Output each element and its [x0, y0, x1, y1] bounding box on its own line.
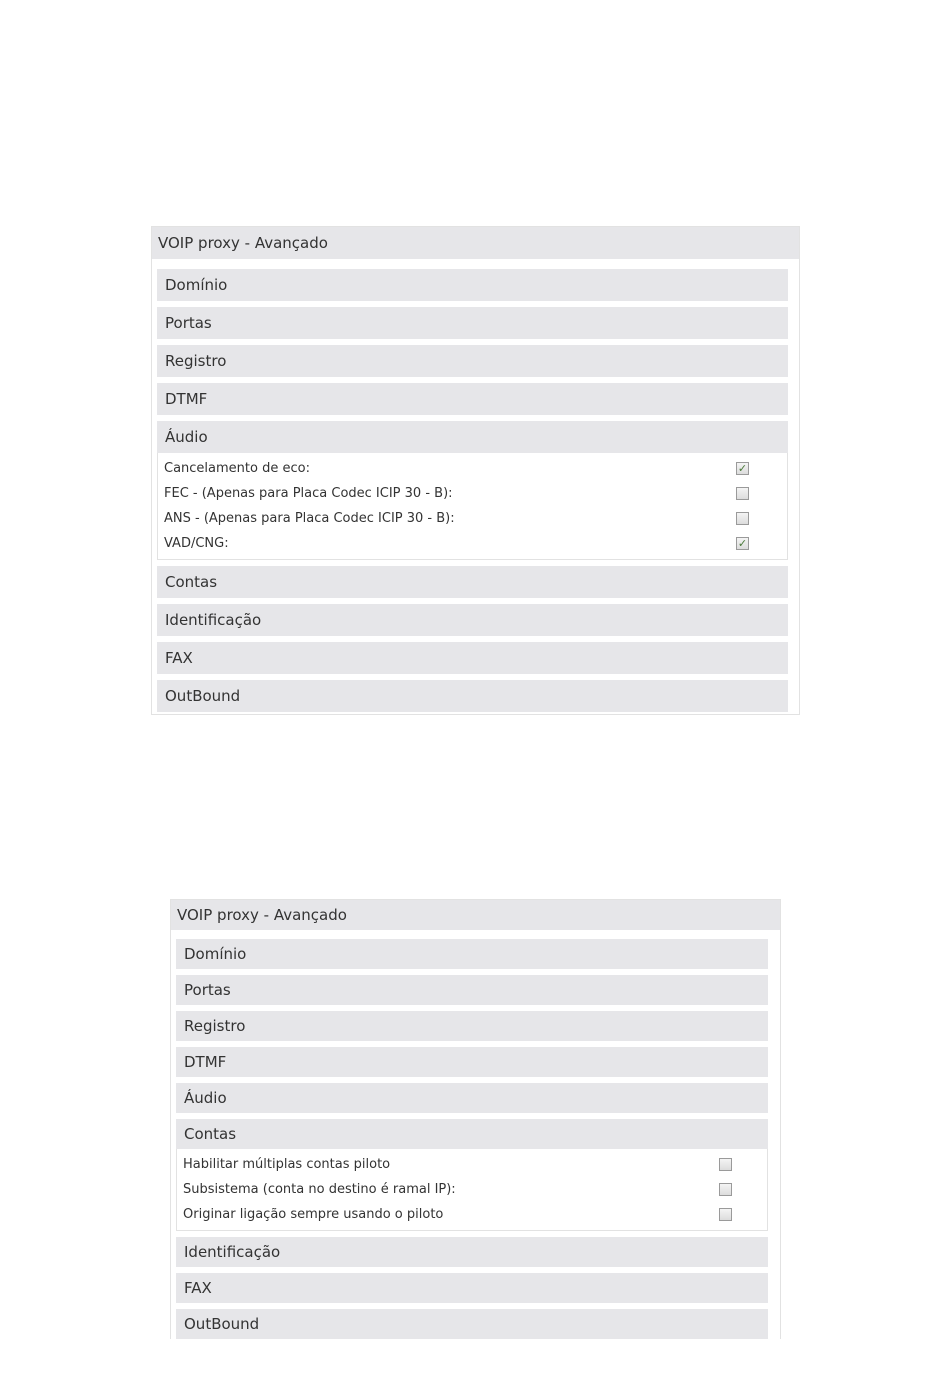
always-use-pilot-checkbox[interactable] — [719, 1208, 732, 1221]
section-audio[interactable]: Áudio — [157, 421, 788, 453]
option-row — [158, 531, 787, 556]
option-row — [177, 1177, 767, 1202]
section-portas[interactable]: Portas — [157, 307, 788, 339]
audio-options — [157, 453, 788, 560]
option-row — [158, 481, 787, 506]
check-icon: ✓ — [737, 462, 748, 475]
section-audio[interactable]: Áudio — [176, 1083, 768, 1113]
panel-body — [152, 259, 799, 712]
section-fax[interactable]: FAX — [157, 642, 788, 674]
option-row — [158, 506, 787, 531]
option-row — [177, 1202, 767, 1227]
subsystem-checkbox[interactable] — [719, 1183, 732, 1196]
option-label: Cancelamento de eco: — [164, 461, 310, 476]
section-dominio[interactable]: Domínio — [176, 939, 768, 969]
option-label: Originar ligação sempre usando o piloto — [183, 1207, 444, 1222]
option-label: ANS - (Apenas para Placa Codec ICIP 30 - B): — [164, 511, 455, 526]
section-fax[interactable]: FAX — [176, 1273, 768, 1303]
voip-proxy-advanced-panel-audio — [151, 226, 800, 715]
contas-options — [176, 1149, 768, 1231]
section-dtmf[interactable]: DTMF — [176, 1047, 768, 1077]
section-contas[interactable]: Contas — [157, 566, 788, 598]
fec-checkbox[interactable] — [736, 487, 749, 500]
panel-title: VOIP proxy - Avançado — [152, 227, 799, 259]
option-row — [177, 1152, 767, 1177]
section-registro[interactable]: Registro — [176, 1011, 768, 1041]
panel-title: VOIP proxy - Avançado — [171, 900, 780, 930]
echo-cancel-checkbox[interactable] — [736, 462, 749, 475]
section-contas[interactable]: Contas — [176, 1119, 768, 1149]
voip-proxy-advanced-panel-contas — [170, 899, 781, 1339]
vad-cng-checkbox[interactable] — [736, 537, 749, 550]
panel-body — [171, 930, 780, 1339]
check-icon: ✓ — [737, 537, 748, 550]
option-label: VAD/CNG: — [164, 536, 229, 551]
section-outbound[interactable]: OutBound — [157, 680, 788, 712]
option-label: Subsistema (conta no destino é ramal IP): — [183, 1182, 456, 1197]
section-dominio[interactable]: Domínio — [157, 269, 788, 301]
option-label: Habilitar múltiplas contas piloto — [183, 1157, 391, 1172]
section-outbound[interactable]: OutBound — [176, 1309, 768, 1339]
ans-checkbox[interactable] — [736, 512, 749, 525]
multiple-pilot-accounts-checkbox[interactable] — [719, 1158, 732, 1171]
section-portas[interactable]: Portas — [176, 975, 768, 1005]
option-row — [158, 456, 787, 481]
section-identificacao[interactable]: Identificação — [176, 1237, 768, 1267]
section-registro[interactable]: Registro — [157, 345, 788, 377]
option-label: FEC - (Apenas para Placa Codec ICIP 30 - B): — [164, 486, 453, 501]
section-dtmf[interactable]: DTMF — [157, 383, 788, 415]
section-identificacao[interactable]: Identificação — [157, 604, 788, 636]
